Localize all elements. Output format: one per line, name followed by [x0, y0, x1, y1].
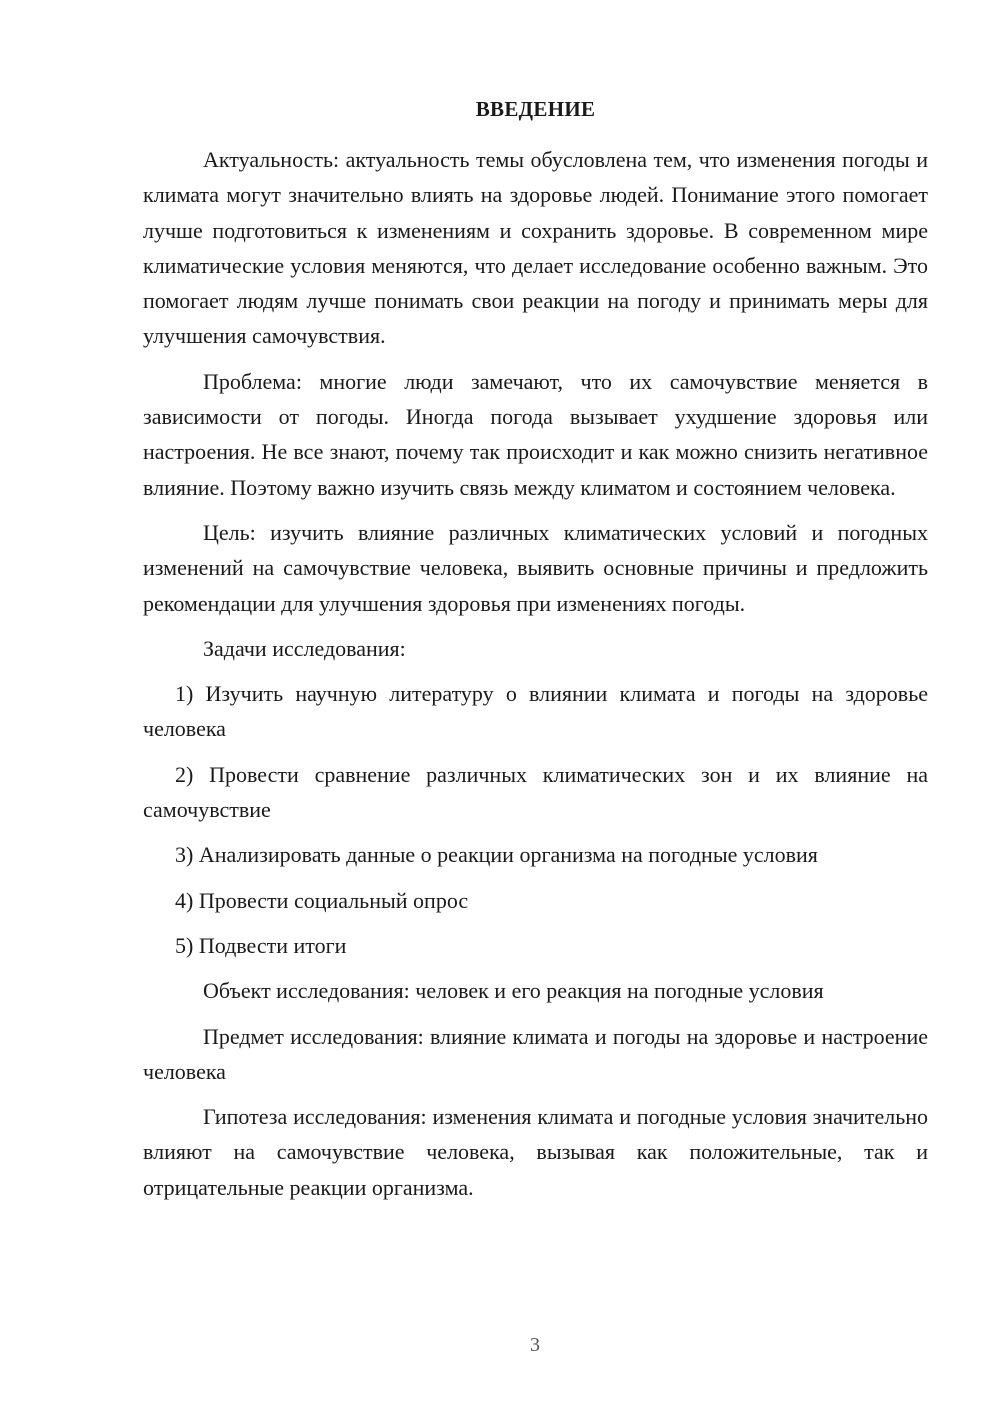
goal-paragraph: Цель: изучить влияние различных климатических условий и погодных изменений на самочувствие человека, выявить основные причины и предложить рекомендации для улучшения здоровья при изменениях погоды.	[143, 519, 928, 616]
object-paragraph: Объект исследования: человек и его реакция на погодные условия	[203, 978, 824, 1004]
hypothesis-paragraph: Гипотеза исследования: изменения климата и погодные условия значительно влияют на самочувствие человека, вызывая как положительные, так и отрицательные реакции организма.	[143, 1104, 928, 1200]
relevance-paragraph: Актуальность: актуальность темы обусловлена тем, что изменения погоды и климата могут значительно влиять на здоровье людей. Понимание этого помогает лучше подготовиться к изменениям и сохранить здоровье. В современном мире климатические условия меняются, что делает исследование особенно важным. Это помогает людям лучше понимать свои реакции на погоду и принимать меры для улучшения самочувствия.	[143, 147, 928, 349]
problem-paragraph: Проблема: многие люди замечают, что их самочувствие меняется в зависимости от погоды. Иногда погода вызывает ухудшение здоровья или настроения. Не все знают, почему так происходит и как можно снизить негативное влияние. Поэтому важно изучить связь между климатом и состоянием человека.	[143, 368, 928, 500]
task-item: 2) Провести сравнение различных климатических зон и их влияние на самочувствие	[143, 761, 928, 823]
document-body	[143, 142, 928, 1215]
task-item: 5) Подвести итоги	[175, 932, 347, 958]
task-item: 3) Анализировать данные о реакции организма на погодные условия	[175, 842, 818, 868]
page-number: 3	[530, 1334, 540, 1356]
tasks-heading: Задачи исследования:	[203, 635, 406, 661]
subject-paragraph: Предмет исследования: влияние климата и погоды на здоровье и настроение человека	[143, 1023, 928, 1084]
task-item: 1) Изучить научную литературу о влиянии климата и погоды на здоровье человека	[143, 681, 928, 742]
page-title: ВВЕДЕНИЕ	[475, 97, 596, 121]
task-item: 4) Провести социальный опрос	[175, 887, 469, 913]
